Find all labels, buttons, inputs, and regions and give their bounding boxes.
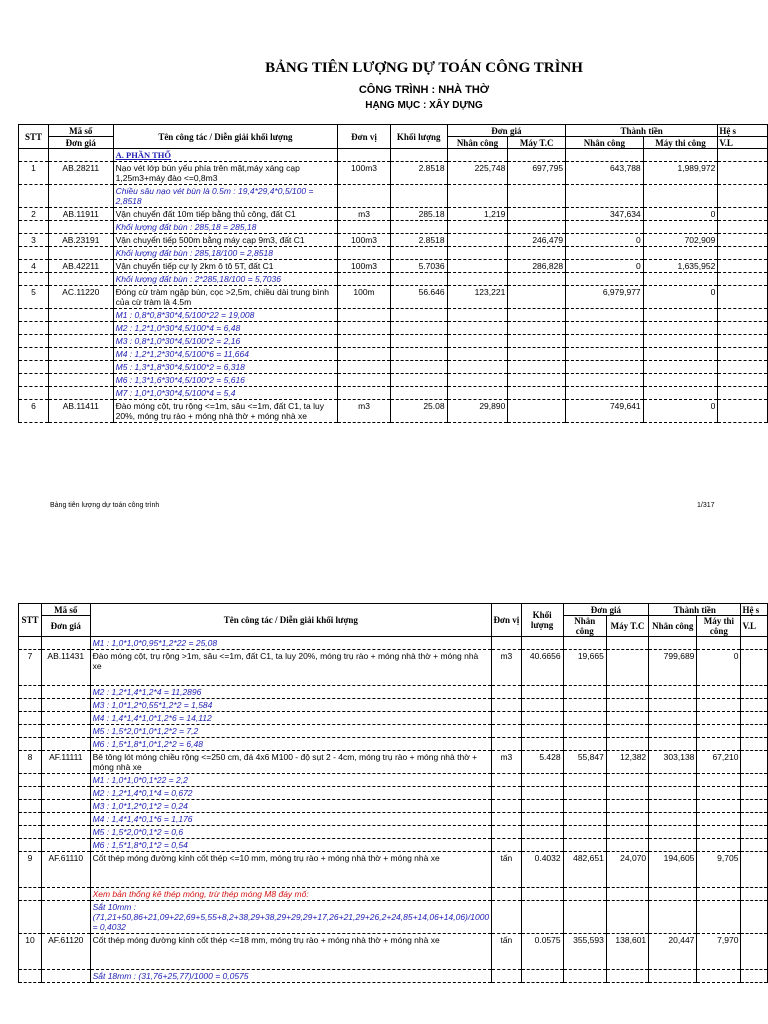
- work-item-row: [19, 400, 768, 423]
- calculation-note-row: [19, 309, 768, 322]
- item-total-labor: 799,689: [649, 650, 697, 686]
- calculation-note-row: [19, 839, 768, 852]
- calculation-note-row: [19, 826, 768, 839]
- calculation-note: M3 : 0,8*1,0*30*4,5/100*2 = 2,16: [113, 335, 338, 348]
- item-coefficient: [718, 234, 768, 247]
- col-stt: STT: [19, 125, 49, 149]
- work-category: HẠNG MỤC : XÂY DỰNG: [365, 100, 483, 111]
- calculation-note: Xem bản thống kê thép móng, trừ thép móng M8 đáy mố:: [90, 888, 492, 901]
- work-item-row: [19, 234, 768, 247]
- item-unit-labor: [447, 234, 508, 247]
- col-he-so: Hệ s: [741, 604, 768, 616]
- calculation-note: Sắt 10mm : (71,21+50,86+21,09+22,69+5,55+8,2+38,29+38,29+29,29+17,26+21,29+26,2+24,85+14,06+14,06)/1000 = 0,4032: [90, 901, 492, 934]
- calculation-note-row: [19, 901, 768, 934]
- item-description: Vận chuyển tiếp cự ly 2km ô tô 5T, đất C1: [113, 260, 338, 273]
- item-code: AB.42211: [48, 260, 113, 273]
- work-item-row: [19, 162, 768, 185]
- item-coefficient: [718, 208, 768, 221]
- calculation-note-row: [19, 273, 768, 286]
- calculation-note-row: [19, 637, 768, 650]
- item-unit-machine: 246,479: [508, 234, 566, 247]
- col-may-thi-cong: Máy thi công: [697, 616, 741, 637]
- item-unit-labor: [447, 260, 508, 273]
- item-unit-labor: 29,890: [447, 400, 508, 423]
- item-unit: m3: [492, 751, 521, 774]
- col-may-tc: Máy T.C: [606, 616, 648, 637]
- item-unit-machine: [508, 400, 566, 423]
- item-unit-machine: 697,795: [508, 162, 566, 185]
- item-unit-labor: 55,847: [563, 751, 606, 774]
- calculation-note: M2 : 1,2*1,0*30*4,5/100*4 = 6,48: [113, 322, 338, 335]
- item-unit: tấn: [492, 934, 521, 970]
- col-khoi-luong: Khối lượng: [521, 604, 563, 637]
- calculation-note-row: [19, 712, 768, 725]
- item-code: AB.11911: [48, 208, 113, 221]
- item-stt: 3: [19, 234, 49, 247]
- col-khoi-luong: Khối lượng: [390, 125, 447, 149]
- calculation-note: M6 : 1,3*1,6*30*4,5/100*2 = 5,616: [113, 374, 338, 387]
- item-unit-machine: 12,382: [606, 751, 648, 774]
- item-unit: m3: [492, 650, 521, 686]
- item-quantity: 2.8518: [390, 162, 447, 185]
- col-ma-so: Mã số: [41, 604, 90, 616]
- item-unit: m3: [338, 208, 391, 221]
- item-description: Cốt thép móng đường kính cốt thép <=18 mm, móng trụ rào + móng nhà thờ + móng nhà xe: [90, 934, 492, 970]
- item-coefficient: [741, 650, 768, 686]
- calculation-note-row: [19, 813, 768, 826]
- item-total-labor: 303,138: [649, 751, 697, 774]
- calculation-note-row: [19, 374, 768, 387]
- col-don-gia-group: Đơn giá: [447, 125, 565, 137]
- section-title: A. PHẦN THỔ: [113, 149, 338, 162]
- calculation-note: Khối lượng đất bùn : 285,18 = 285,18: [113, 221, 338, 234]
- item-coefficient: [718, 162, 768, 185]
- document-title: BẢNG TIÊN LƯỢNG DỰ TOÁN CÔNG TRÌNH: [265, 60, 583, 76]
- col-don-gia-sub: Đơn giá: [48, 137, 113, 149]
- item-stt: 10: [19, 934, 42, 970]
- work-item-row: [19, 934, 768, 970]
- work-item-row: [19, 751, 768, 774]
- calculation-note-row: [19, 686, 768, 699]
- item-unit-machine: [508, 208, 566, 221]
- col-ten-cong-tac: Tên công tác / Diễn giải khối lượng: [90, 604, 492, 637]
- calculation-note-row: [19, 725, 768, 738]
- item-total-machine: 1,989,972: [643, 162, 718, 185]
- col-vl: V.L: [718, 137, 768, 149]
- calculation-note: M1 : 1,0*1,0*0,95*1,2*22 = 25,08: [90, 637, 492, 650]
- calculation-note-row: [19, 699, 768, 712]
- col-nhan-cong: Nhân công: [447, 137, 508, 149]
- item-total-machine: 0: [643, 208, 718, 221]
- item-stt: 9: [19, 852, 42, 888]
- col-thanh-tien-group: Thành tiền: [649, 604, 741, 616]
- item-unit-labor: 225,748: [447, 162, 508, 185]
- col-don-vi: Đơn vị: [492, 604, 521, 637]
- item-total-labor: 20,447: [649, 934, 697, 970]
- col-don-gia-group: Đơn giá: [563, 604, 649, 616]
- calculation-note-row: [19, 335, 768, 348]
- item-description: Đào móng cột, trụ rộng <=1m, sâu <=1m, đất C1, ta luy 20%, móng trụ rào + móng nhà thờ + móng nhà xe: [113, 400, 338, 423]
- item-quantity: 2.8518: [390, 234, 447, 247]
- calculation-note-row: [19, 185, 768, 208]
- col-don-vi: Đơn vị: [338, 125, 391, 149]
- col-thanh-tien-nhan-cong: Nhân công: [566, 137, 644, 149]
- item-quantity: 0.0575: [521, 934, 563, 970]
- item-unit: 100m3: [338, 260, 391, 273]
- col-don-gia-sub: Đơn giá: [41, 616, 90, 637]
- item-total-machine: 7,970: [697, 934, 741, 970]
- item-quantity: 285.18: [390, 208, 447, 221]
- calculation-note: Khối lượng đất bùn : 285,18/100 = 2,8518: [113, 247, 338, 260]
- item-total-machine: 0: [643, 400, 718, 423]
- calculation-note: M6 : 1,5*1,8*1,0*1,2*2 = 6,48: [90, 738, 492, 751]
- item-total-labor: 347,634: [566, 208, 644, 221]
- item-unit-labor: 1,219: [447, 208, 508, 221]
- item-description: Bê tông lót móng chiều rộng <=250 cm, đá 4x6 M100 - độ sụt 2 - 4cm, móng trụ rào + móng nhà thờ + móng nhà xe: [90, 751, 492, 774]
- calculation-note-row: [19, 800, 768, 813]
- col-may-thi-cong: Máy thi công: [643, 137, 718, 149]
- col-thanh-tien-nhan-cong: Nhân công: [649, 616, 697, 637]
- item-unit: 100m3: [338, 234, 391, 247]
- item-coefficient: [718, 260, 768, 273]
- item-code: AC.11220: [48, 286, 113, 309]
- item-coefficient: [741, 934, 768, 970]
- item-stt: 6: [19, 400, 49, 423]
- calculation-note: M2 : 1,2*1,4*0,1*4 = 0,672: [90, 787, 492, 800]
- item-total-machine: 702,909: [643, 234, 718, 247]
- work-item-row: [19, 286, 768, 309]
- item-unit-machine: 286,828: [508, 260, 566, 273]
- item-total-labor: 0: [566, 260, 644, 273]
- item-code: AF.11111: [41, 751, 90, 774]
- item-total-labor: 749,641: [566, 400, 644, 423]
- calculation-note: M4 : 1,2*1,2*30*4,5/100*6 = 11,664: [113, 348, 338, 361]
- calculation-note: M6 : 1,5*1,8*0,1*2 = 0,54: [90, 839, 492, 852]
- calculation-note-row: [19, 774, 768, 787]
- item-total-labor: 194,605: [649, 852, 697, 888]
- calculation-note: Sắt 18mm : (31,76+25,77)/1000 = 0,0575: [90, 970, 492, 983]
- calculation-note-row: [19, 970, 768, 983]
- calculation-note-row: [19, 738, 768, 751]
- item-unit-machine: [606, 650, 648, 686]
- calculation-note: M5 : 1,5*2,0*0,1*2 = 0,6: [90, 826, 492, 839]
- item-code: AF.61110: [41, 852, 90, 888]
- col-may-tc: Máy T.C: [508, 137, 566, 149]
- item-unit: 100m3: [338, 162, 391, 185]
- project-name: CÔNG TRÌNH : NHÀ THỜ: [358, 84, 490, 96]
- calculation-note: M3 : 1,0*1,2*0,55*1,2*2 = 1,584: [90, 699, 492, 712]
- item-unit-labor: 355,593: [563, 934, 606, 970]
- calculation-note: Khối lượng đất bùn : 2*285,18/100 = 5,7036: [113, 273, 338, 286]
- item-description: Đóng cừ tràm ngập bùn, cọc >2,5m, chiều dài trung bình của cừ tràm là 4.5m: [113, 286, 338, 309]
- calculation-note: M5 : 1,3*1,8*30*4,5/100*2 = 6,318: [113, 361, 338, 374]
- item-code: AB.23191: [48, 234, 113, 247]
- item-quantity: 0.4032: [521, 852, 563, 888]
- item-total-labor: 0: [566, 234, 644, 247]
- estimate-table-page-1: [18, 124, 768, 423]
- item-quantity: 40.6656: [521, 650, 563, 686]
- item-unit-machine: [508, 286, 566, 309]
- calculation-note-row: [19, 787, 768, 800]
- work-item-row: [19, 208, 768, 221]
- calculation-note-row: [19, 888, 768, 901]
- calculation-note-row: [19, 322, 768, 335]
- item-stt: 8: [19, 751, 42, 774]
- item-coefficient: [741, 852, 768, 888]
- calculation-note-row: [19, 247, 768, 260]
- item-stt: 7: [19, 650, 42, 686]
- item-total-machine: 0: [643, 286, 718, 309]
- item-quantity: 5.428: [521, 751, 563, 774]
- footer-title: Bảng tiên lượng dự toán công trình: [50, 502, 160, 509]
- item-unit-machine: 138,601: [606, 934, 648, 970]
- calculation-note: M1 : 0,8*0,8*30*4,5/100*22 = 19,008: [113, 309, 338, 322]
- item-total-machine: 9,705: [697, 852, 741, 888]
- item-description: Nạo vét lớp bùn yếu phía trên mặt,máy xáng cạp 1,25m3+máy đào <=0,8m3: [113, 162, 338, 185]
- calculation-note-row: [19, 387, 768, 400]
- col-vl: V.L: [741, 616, 768, 637]
- estimate-table-page-2: [18, 603, 768, 983]
- item-total-machine: 1,635,952: [643, 260, 718, 273]
- item-unit-labor: 123,221: [447, 286, 508, 309]
- calculation-note-row: [19, 348, 768, 361]
- work-item-row: [19, 650, 768, 686]
- item-code: AF.61120: [41, 934, 90, 970]
- item-quantity: 56.646: [390, 286, 447, 309]
- section-row: [19, 149, 768, 162]
- item-stt: 5: [19, 286, 49, 309]
- col-thanh-tien-group: Thành tiền: [566, 125, 718, 137]
- item-code: AB.11431: [41, 650, 90, 686]
- calculation-note: M5 : 1,5*2,0*1,0*1,2*2 = 7,2: [90, 725, 492, 738]
- item-total-labor: 643,788: [566, 162, 644, 185]
- item-stt: 1: [19, 162, 49, 185]
- calculation-note: M3 : 1,0*1,2*0,1*2 = 0,24: [90, 800, 492, 813]
- col-stt: STT: [19, 604, 42, 637]
- item-code: AB.28211: [48, 162, 113, 185]
- item-total-machine: 0: [697, 650, 741, 686]
- item-unit-labor: 482,651: [563, 852, 606, 888]
- item-description: Vận chuyển tiếp 500m bằng máy cạp 9m3, đất C1: [113, 234, 338, 247]
- item-unit: tấn: [492, 852, 521, 888]
- item-quantity: 5.7036: [390, 260, 447, 273]
- item-unit: 100m: [338, 286, 391, 309]
- col-he-so: Hệ s: [718, 125, 768, 137]
- calculation-note: M7 : 1,0*1,0*30*4,5/100*4 = 5,4: [113, 387, 338, 400]
- item-total-machine: 67,210: [697, 751, 741, 774]
- calculation-note: M2 : 1,2*1,4*1,2*4 = 11,2896: [90, 686, 492, 699]
- work-item-row: [19, 852, 768, 888]
- item-coefficient: [741, 751, 768, 774]
- item-total-labor: 6,979,977: [566, 286, 644, 309]
- item-description: Cốt thép móng đường kính cốt thép <=10 mm, móng trụ rào + móng nhà thờ + móng nhà xe: [90, 852, 492, 888]
- calculation-note: M4 : 1,4*1,4*1,0*1,2*6 = 14,112: [90, 712, 492, 725]
- calculation-note-row: [19, 221, 768, 234]
- item-code: AB.11411: [48, 400, 113, 423]
- work-item-row: [19, 260, 768, 273]
- col-ma-so: Mã số: [48, 125, 113, 137]
- item-unit-labor: 19,665: [563, 650, 606, 686]
- calculation-note: M4 : 1,4*1,4*0,1*6 = 1,176: [90, 813, 492, 826]
- col-nhan-cong: Nhân công: [563, 616, 606, 637]
- item-unit-machine: 24,070: [606, 852, 648, 888]
- item-stt: 4: [19, 260, 49, 273]
- calculation-note-row: [19, 361, 768, 374]
- item-unit: m3: [338, 400, 391, 423]
- item-stt: 2: [19, 208, 49, 221]
- item-coefficient: [718, 286, 768, 309]
- item-description: Đào móng cột, trụ rộng >1m, sâu <=1m, đất C1, ta luy 20%, móng trụ rào + móng nhà thờ + móng nhà xe: [90, 650, 492, 686]
- calculation-note: Chiều sâu nạo vét bùn là 0.5m : 19,4*29,4*0,5/100 = 2,8518: [113, 185, 338, 208]
- calculation-note: M1 : 1,0*1,0*0,1*22 = 2,2: [90, 774, 492, 787]
- col-ten-cong-tac: Tên công tác / Diễn giải khối lượng: [113, 125, 338, 149]
- item-coefficient: [718, 400, 768, 423]
- item-quantity: 25.08: [390, 400, 447, 423]
- page-number: 1/317: [697, 502, 715, 509]
- item-description: Vận chuyển đất 10m tiếp bằng thủ công, đất C1: [113, 208, 338, 221]
